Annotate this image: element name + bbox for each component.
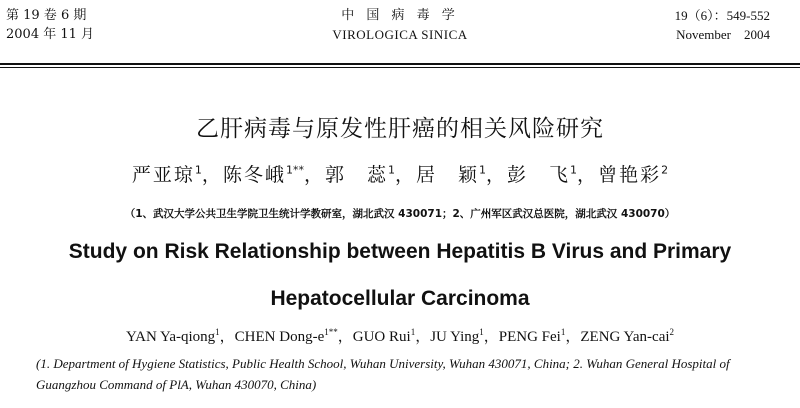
author-cn: 严亚琼$^1$，	[131, 163, 223, 186]
author-en: ZENG Yan-cai$^2$	[580, 327, 675, 345]
authors-cn	[0, 160, 800, 187]
author-cn: 居 颖$^1$，	[416, 163, 508, 186]
affiliation-cn: （1、武汉大学公共卫生学院卫生统计学教研室，湖北武汉 430071；2、广州军区武汉总医院，湖北武汉 430070）	[124, 208, 676, 220]
citation: 19（6）：549-552	[674, 8, 770, 23]
author-en: GUO Rui$^1$，	[352, 327, 431, 345]
author-cn: 陈冬峨$^{1**}$，	[222, 163, 325, 186]
author-cn: 郭 蕊$^1$，	[324, 163, 416, 186]
header-rule-thick	[0, 63, 800, 65]
volume-issue: 第 19 卷 6 期	[6, 8, 87, 23]
header-right	[675, 6, 770, 44]
journal-name-cn: 中 国 病 毒 学	[341, 8, 459, 23]
author-cn: 曾艳彩$^2$	[598, 163, 669, 186]
title-cn: 乙肝病毒与原发性肝癌的相关风险研究	[196, 116, 604, 142]
author-en: YAN Ya-qiong$^1$，	[125, 327, 235, 345]
date-cn: 2004 年 11 月	[6, 27, 95, 42]
journal-header	[0, 0, 800, 64]
title-en-line2: Hepatocellular Carcinoma	[270, 287, 530, 310]
journal-name-en: VIROLOGICA SINICA	[332, 27, 468, 42]
author-en: CHEN Dong-$e^{1**}$，	[234, 327, 353, 345]
author-cn: 彭 飞$^1$，	[507, 163, 599, 186]
affiliation-en: (1. Department of Hygiene Statistics, Public Health School, Wuhan University, Wuhan 430071, China; 2. Wuhan General Hospital of Guangzhou Command of PlA, Wuhan 430070, China)	[36, 356, 730, 392]
authors-en	[0, 325, 800, 346]
header-rule-thin	[0, 67, 800, 68]
author-en: PENG Fei$^1$，	[498, 327, 581, 345]
author-en: JU Ying$^1$，	[430, 327, 499, 345]
title-en-line1: Study on Risk Relationship between Hepatitis B Virus and Primary	[68, 240, 732, 263]
date-en: November 2004	[676, 27, 770, 42]
